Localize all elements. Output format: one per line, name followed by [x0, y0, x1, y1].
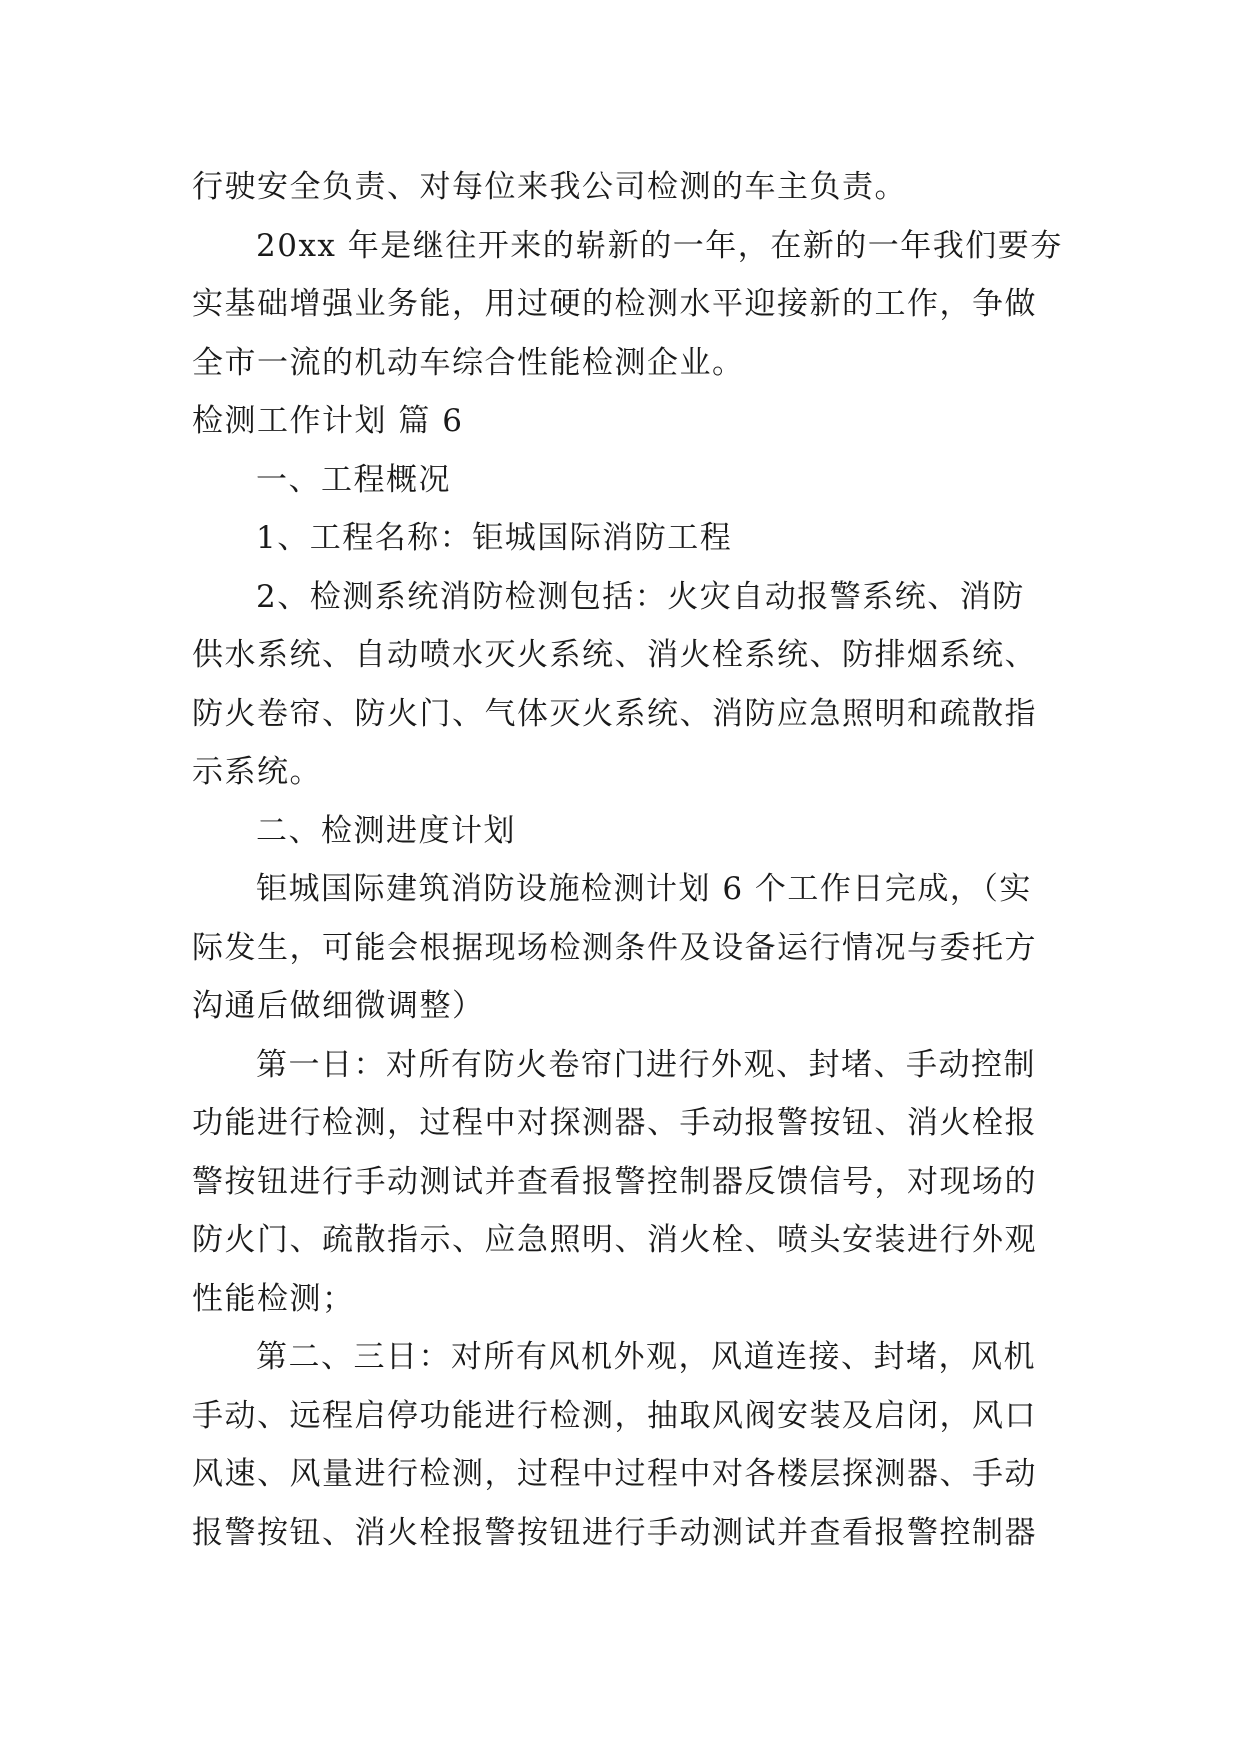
section-heading: 检测工作计划 篇 6 [192, 403, 464, 439]
text-line: 全市一流的机动车综合性能检测企业。 [192, 344, 745, 381]
text-line: 供水系统、自动喷水灭火系统、消火栓系统、防排烟系统、 [192, 637, 1037, 673]
subheading-project-overview: 一、工程概况 [256, 461, 451, 498]
document-body [192, 158, 1062, 1562]
paragraph-start-line: 钜城国际建筑消防设施检测计划 6 个工作日完成，（实 [256, 871, 1032, 907]
paragraph-start-line: 第一日：对所有防火卷帘门进行外观、封堵、手动控制 [256, 1046, 1036, 1083]
text-line: 实基础增强业务能，用过硬的检测水平迎接新的工作，争做 [192, 286, 1037, 322]
text-line: 性能检测； [192, 1280, 355, 1317]
text-line: 警按钮进行手动测试并查看报警控制器反馈信号，对现场的 [192, 1163, 1037, 1200]
paragraph-start-line: 1、工程名称：钜城国际消防工程 [256, 520, 733, 556]
text-line: 防火卷帘、防火门、气体灭火系统、消防应急照明和疏散指 [192, 695, 1037, 732]
paragraph-start-line: 2、检测系统消防检测包括：火灾自动报警系统、消防 [256, 578, 1025, 615]
text-line: 功能进行检测，过程中对探测器、手动报警按钮、消火栓报 [192, 1105, 1037, 1141]
text-line: 防火门、疏散指示、应急照明、消火栓、喷头安装进行外观 [192, 1222, 1037, 1258]
text-line: 示系统。 [192, 754, 322, 790]
text-line: 沟通后做细微调整） [192, 988, 485, 1024]
text-line: 报警按钮、消火栓报警按钮进行手动测试并查看报警控制器 [192, 1514, 1037, 1551]
subheading-schedule: 二、检测进度计划 [256, 812, 516, 849]
text-line: 行驶安全负责、对每位来我公司检测的车主负责。 [192, 169, 907, 205]
paragraph-start-line: 20xx 年是继往开来的崭新的一年，在新的一年我们要夯 [256, 227, 1063, 264]
text-line: 际发生，可能会根据现场检测条件及设备运行情况与委托方 [192, 929, 1037, 966]
text-line: 风速、风量进行检测，过程中过程中对各楼层探测器、手动 [192, 1456, 1037, 1492]
text-line: 手动、远程启停功能进行检测，抽取风阀安装及启闭，风口 [192, 1397, 1037, 1434]
paragraph-start-line: 第二、三日：对所有风机外观，风道连接、封堵，风机 [256, 1339, 1036, 1375]
